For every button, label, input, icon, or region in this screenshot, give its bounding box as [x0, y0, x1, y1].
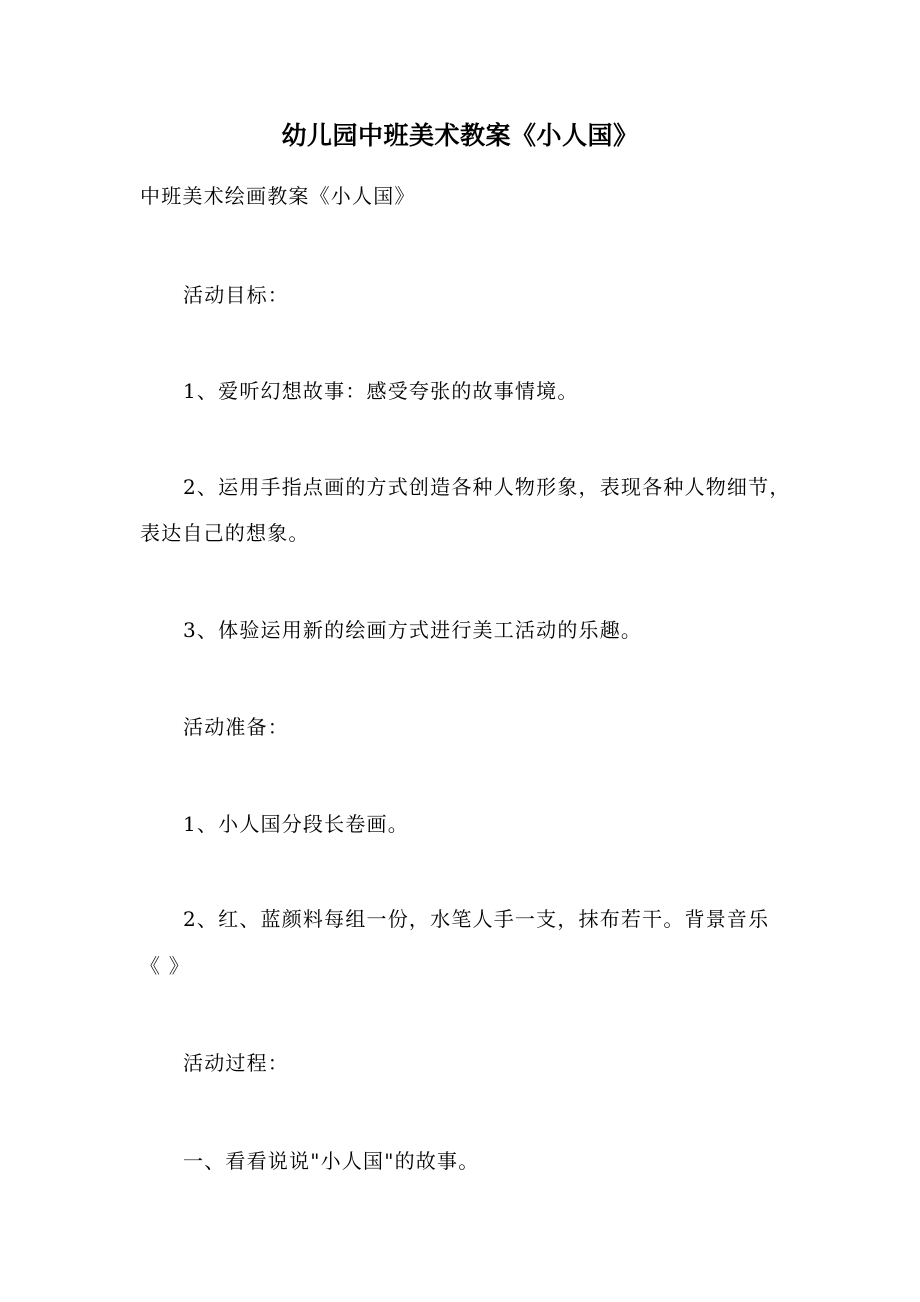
goal-item-1: 1、爱听幻想故事：感受夸张的故事情境。	[183, 379, 579, 403]
page-title: 幼儿园中班美术教案《小人国》	[281, 121, 639, 150]
goal-item-2-line-2: 表达自己的想象。	[140, 521, 310, 545]
prep-heading: 活动准备：	[183, 715, 289, 739]
goal-item-3: 3、体验运用新的绘画方式进行美工活动的乐趣。	[183, 618, 643, 642]
goals-heading: 活动目标：	[183, 283, 289, 307]
prep-item-2-line-1: 2、红、蓝颜料每组一份，水笔人手一支，抹布若干。背景音乐	[183, 907, 770, 931]
prep-item-2-line-2: 《 》	[140, 954, 190, 978]
process-item-1: 一、看看说说"小人国"的故事。	[183, 1149, 480, 1173]
goal-item-2-line-1: 2、运用手指点画的方式创造各种人物形象，表现各种人物细节，	[183, 475, 791, 499]
prep-item-1: 1、小人国分段长卷画。	[183, 812, 409, 836]
subtitle: 中班美术绘画教案《小人国》	[140, 184, 416, 208]
process-heading: 活动过程：	[183, 1051, 289, 1075]
